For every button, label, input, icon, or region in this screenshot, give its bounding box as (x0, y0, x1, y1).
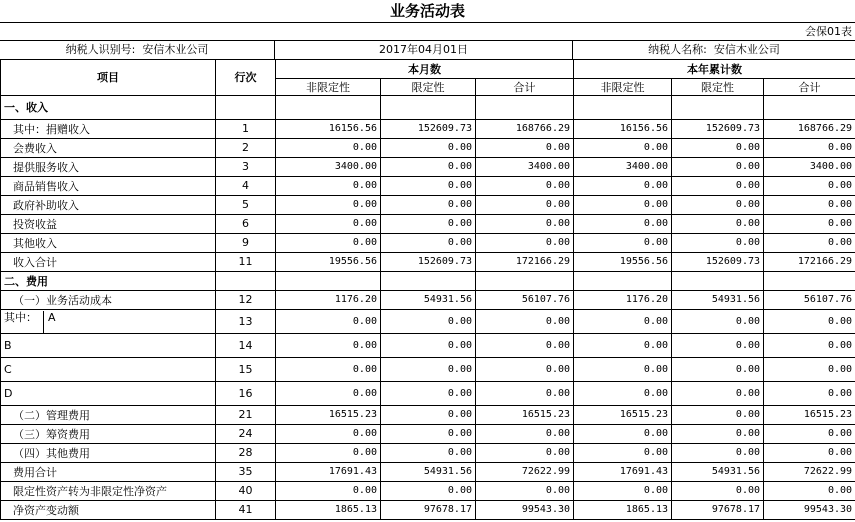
row-label (1, 119, 216, 138)
value-cell-y3: 72622.99 (764, 462, 855, 481)
row-sub-label: A (43, 311, 56, 334)
row-label-text: D (4, 386, 13, 400)
row-label (1, 233, 216, 252)
header-m-total: 合计 (476, 78, 574, 95)
value-cell-y1: 16156.56 (574, 119, 672, 138)
value-cell-m2: 0.00 (381, 233, 476, 252)
empty-cell (381, 271, 476, 290)
row-label-text: 限定性资产转为非限定性净资产 (13, 484, 167, 498)
row-label-text: 投资收益 (13, 217, 57, 231)
value-cell-m1: 0.00 (276, 309, 381, 333)
row-label (1, 214, 216, 233)
value-cell-y3: 0.00 (764, 381, 855, 405)
value-cell-m2: 0.00 (381, 157, 476, 176)
value-cell-y1: 1865.13 (574, 500, 672, 519)
value-cell-y2: 0.00 (672, 233, 764, 252)
row-label-text: 费用合计 (13, 465, 57, 479)
table-row (1, 443, 855, 462)
value-cell-y3: 0.00 (764, 195, 855, 214)
empty-cell (216, 271, 276, 290)
value-cell-y2: 152609.73 (672, 119, 764, 138)
row-label (1, 195, 216, 214)
value-cell-y1: 0.00 (574, 481, 672, 500)
row-label-text: 会费收入 (13, 141, 57, 155)
row-label-text: 其中： (4, 310, 37, 324)
value-cell-y1: 0.00 (574, 309, 672, 333)
value-cell-y2: 0.00 (672, 405, 764, 424)
row-label (1, 481, 216, 500)
value-cell-m2: 152609.73 (381, 119, 476, 138)
value-cell-y1: 0.00 (574, 233, 672, 252)
value-cell-y2: 0.00 (672, 214, 764, 233)
value-cell-m3: 0.00 (476, 214, 574, 233)
value-cell-m3: 0.00 (476, 333, 574, 357)
row-number: 5 (216, 195, 276, 214)
row-label-text: （二）管理费用 (13, 408, 90, 422)
value-cell-m3: 16515.23 (476, 405, 574, 424)
value-cell-m3: 0.00 (476, 309, 574, 333)
value-cell-m2: 97678.17 (381, 500, 476, 519)
table-row (1, 195, 855, 214)
value-cell-y3: 0.00 (764, 443, 855, 462)
row-label-text: B (4, 338, 12, 352)
row-label (1, 500, 216, 519)
row-number: 41 (216, 500, 276, 519)
value-cell-y3: 0.00 (764, 357, 855, 381)
value-cell-y2: 97678.17 (672, 500, 764, 519)
value-cell-y3: 0.00 (764, 309, 855, 333)
value-cell-y3: 0.00 (764, 214, 855, 233)
table-row (1, 271, 855, 290)
taxpayer-id (0, 41, 275, 59)
table-row (1, 405, 855, 424)
empty-cell (574, 95, 672, 119)
value-cell-y1: 0.00 (574, 357, 672, 381)
report-title: 业务活动表 (0, 0, 855, 23)
value-cell-y3: 0.00 (764, 138, 855, 157)
value-cell-m3: 0.00 (476, 424, 574, 443)
value-cell-m1: 0.00 (276, 357, 381, 381)
value-cell-m2: 0.00 (381, 481, 476, 500)
table-row (1, 176, 855, 195)
table-row (1, 119, 855, 138)
row-number: 40 (216, 481, 276, 500)
row-number: 35 (216, 462, 276, 481)
row-label (1, 424, 216, 443)
row-label-text: （三）筹资费用 (13, 427, 90, 441)
value-cell-m2: 0.00 (381, 405, 476, 424)
value-cell-y2: 54931.56 (672, 290, 764, 309)
value-cell-y1: 16515.23 (574, 405, 672, 424)
row-label (1, 157, 216, 176)
value-cell-y2: 0.00 (672, 443, 764, 462)
value-cell-m2: 0.00 (381, 424, 476, 443)
value-cell-m3: 0.00 (476, 176, 574, 195)
value-cell-y2: 0.00 (672, 424, 764, 443)
value-cell-y1: 0.00 (574, 333, 672, 357)
table-row (1, 424, 855, 443)
empty-cell (476, 95, 574, 119)
table-row (1, 309, 855, 333)
value-cell-m1: 0.00 (276, 424, 381, 443)
row-number: 4 (216, 176, 276, 195)
row-number: 15 (216, 357, 276, 381)
value-cell-m1: 3400.00 (276, 157, 381, 176)
table-row (1, 357, 855, 381)
empty-cell (764, 95, 855, 119)
value-cell-y2: 0.00 (672, 481, 764, 500)
header-ytd: 本年累计数 (574, 60, 855, 78)
row-label (1, 381, 216, 405)
value-cell-y3: 16515.23 (764, 405, 855, 424)
row-number: 3 (216, 157, 276, 176)
row-label (1, 333, 216, 357)
taxpayer-id-value: 安信木业公司 (142, 43, 209, 56)
value-cell-m2: 0.00 (381, 214, 476, 233)
row-label (1, 309, 216, 333)
value-cell-m1: 0.00 (276, 138, 381, 157)
value-cell-m1: 1176.20 (276, 290, 381, 309)
row-label (1, 138, 216, 157)
value-cell-m2: 0.00 (381, 443, 476, 462)
value-cell-m3: 0.00 (476, 195, 574, 214)
value-cell-y2: 0.00 (672, 381, 764, 405)
table-row (1, 462, 855, 481)
value-cell-y1: 19556.56 (574, 252, 672, 271)
value-cell-m1: 0.00 (276, 176, 381, 195)
report-date: 2017年04月01日 (275, 41, 573, 59)
value-cell-m3: 168766.29 (476, 119, 574, 138)
row-label (1, 462, 216, 481)
report-info-bar (0, 41, 855, 60)
value-cell-m1: 16515.23 (276, 405, 381, 424)
empty-cell (216, 95, 276, 119)
row-label (1, 357, 216, 381)
row-label-text: （一）业务活动成本 (13, 293, 112, 307)
table-row (1, 138, 855, 157)
row-label-text: C (4, 362, 12, 376)
row-label-text: （四）其他费用 (13, 446, 90, 460)
value-cell-m2: 0.00 (381, 381, 476, 405)
value-cell-m3: 0.00 (476, 233, 574, 252)
value-cell-y3: 0.00 (764, 176, 855, 195)
value-cell-m3: 0.00 (476, 481, 574, 500)
value-cell-m2: 0.00 (381, 195, 476, 214)
taxpayer-name (573, 41, 855, 59)
table-row (1, 333, 855, 357)
value-cell-y1: 0.00 (574, 381, 672, 405)
value-cell-y3: 168766.29 (764, 119, 855, 138)
section-income: 一、收入 (1, 95, 216, 119)
row-number: 6 (216, 214, 276, 233)
row-number: 12 (216, 290, 276, 309)
section-expense: 二、费用 (1, 271, 216, 290)
value-cell-y3: 172166.29 (764, 252, 855, 271)
value-cell-y2: 0.00 (672, 138, 764, 157)
value-cell-m2: 54931.56 (381, 290, 476, 309)
form-number: 会保01表 (0, 23, 855, 41)
row-label-text: 商品销售收入 (13, 179, 79, 193)
value-cell-m3: 3400.00 (476, 157, 574, 176)
empty-cell (381, 95, 476, 119)
table-row (1, 500, 855, 519)
value-cell-m3: 0.00 (476, 443, 574, 462)
empty-cell (476, 271, 574, 290)
value-cell-y3: 3400.00 (764, 157, 855, 176)
row-number: 28 (216, 443, 276, 462)
table-row (1, 381, 855, 405)
value-cell-m1: 0.00 (276, 443, 381, 462)
header-y-total: 合计 (764, 78, 855, 95)
value-cell-y1: 0.00 (574, 138, 672, 157)
value-cell-y3: 56107.76 (764, 290, 855, 309)
row-label-text: 政府补助收入 (13, 198, 79, 212)
row-number: 16 (216, 381, 276, 405)
empty-cell (672, 95, 764, 119)
header-m-restricted: 限定性 (381, 78, 476, 95)
value-cell-m1: 0.00 (276, 214, 381, 233)
row-number: 24 (216, 424, 276, 443)
value-cell-m1: 1865.13 (276, 500, 381, 519)
header-row-no: 行次 (216, 60, 276, 95)
row-label (1, 290, 216, 309)
value-cell-y1: 17691.43 (574, 462, 672, 481)
value-cell-m3: 172166.29 (476, 252, 574, 271)
value-cell-y1: 0.00 (574, 176, 672, 195)
value-cell-m3: 0.00 (476, 381, 574, 405)
empty-cell (574, 271, 672, 290)
value-cell-y1: 1176.20 (574, 290, 672, 309)
value-cell-m2: 0.00 (381, 357, 476, 381)
row-number: 21 (216, 405, 276, 424)
value-cell-y1: 0.00 (574, 424, 672, 443)
value-cell-y3: 0.00 (764, 424, 855, 443)
value-cell-m2: 0.00 (381, 309, 476, 333)
taxpayer-name-label: 纳税人名称: (648, 43, 707, 56)
row-label-text: 净资产变动额 (13, 503, 79, 517)
value-cell-m1: 0.00 (276, 381, 381, 405)
value-cell-y2: 0.00 (672, 195, 764, 214)
row-number: 2 (216, 138, 276, 157)
value-cell-m1: 0.00 (276, 233, 381, 252)
row-label-text: 其他收入 (13, 236, 57, 250)
value-cell-m2: 0.00 (381, 333, 476, 357)
value-cell-m2: 0.00 (381, 138, 476, 157)
value-cell-y3: 0.00 (764, 233, 855, 252)
value-cell-y1: 0.00 (574, 214, 672, 233)
table-row (1, 214, 855, 233)
empty-cell (276, 271, 381, 290)
value-cell-m3: 0.00 (476, 357, 574, 381)
value-cell-m1: 0.00 (276, 333, 381, 357)
value-cell-m3: 72622.99 (476, 462, 574, 481)
table-row (1, 233, 855, 252)
value-cell-y2: 0.00 (672, 176, 764, 195)
header-m-unrestricted: 非限定性 (276, 78, 381, 95)
value-cell-m2: 0.00 (381, 176, 476, 195)
value-cell-y2: 152609.73 (672, 252, 764, 271)
row-number: 11 (216, 252, 276, 271)
header-y-unrestricted: 非限定性 (574, 78, 672, 95)
row-label-text: 提供服务收入 (13, 160, 79, 174)
value-cell-y2: 0.00 (672, 357, 764, 381)
row-label-text: 其中：捐赠收入 (13, 122, 90, 136)
header-item: 项目 (1, 60, 216, 95)
value-cell-m1: 19556.56 (276, 252, 381, 271)
row-number: 13 (216, 309, 276, 333)
value-cell-m3: 0.00 (476, 138, 574, 157)
value-cell-y1: 3400.00 (574, 157, 672, 176)
value-cell-y2: 0.00 (672, 333, 764, 357)
value-cell-m2: 54931.56 (381, 462, 476, 481)
row-number: 1 (216, 119, 276, 138)
value-cell-m1: 0.00 (276, 195, 381, 214)
value-cell-y1: 0.00 (574, 443, 672, 462)
row-number: 9 (216, 233, 276, 252)
table-row (1, 157, 855, 176)
activity-table (0, 60, 855, 520)
value-cell-m1: 17691.43 (276, 462, 381, 481)
value-cell-y2: 54931.56 (672, 462, 764, 481)
table-row (1, 252, 855, 271)
value-cell-m3: 56107.76 (476, 290, 574, 309)
row-number: 14 (216, 333, 276, 357)
taxpayer-id-label: 纳税人识别号: (65, 43, 136, 56)
row-label (1, 405, 216, 424)
value-cell-m1: 16156.56 (276, 119, 381, 138)
value-cell-y3: 99543.30 (764, 500, 855, 519)
empty-cell (764, 271, 855, 290)
table-row (1, 481, 855, 500)
row-label (1, 252, 216, 271)
table-row (1, 290, 855, 309)
value-cell-y1: 0.00 (574, 195, 672, 214)
empty-cell (276, 95, 381, 119)
row-label (1, 176, 216, 195)
value-cell-y2: 0.00 (672, 309, 764, 333)
value-cell-m2: 152609.73 (381, 252, 476, 271)
empty-cell (672, 271, 764, 290)
header-this-month: 本月数 (276, 60, 574, 78)
value-cell-y2: 0.00 (672, 157, 764, 176)
value-cell-m3: 99543.30 (476, 500, 574, 519)
value-cell-y3: 0.00 (764, 481, 855, 500)
value-cell-y3: 0.00 (764, 333, 855, 357)
row-label (1, 443, 216, 462)
taxpayer-name-value: 安信木业公司 (713, 43, 780, 56)
row-label-text: 收入合计 (13, 255, 57, 269)
header-y-restricted: 限定性 (672, 78, 764, 95)
value-cell-m1: 0.00 (276, 481, 381, 500)
